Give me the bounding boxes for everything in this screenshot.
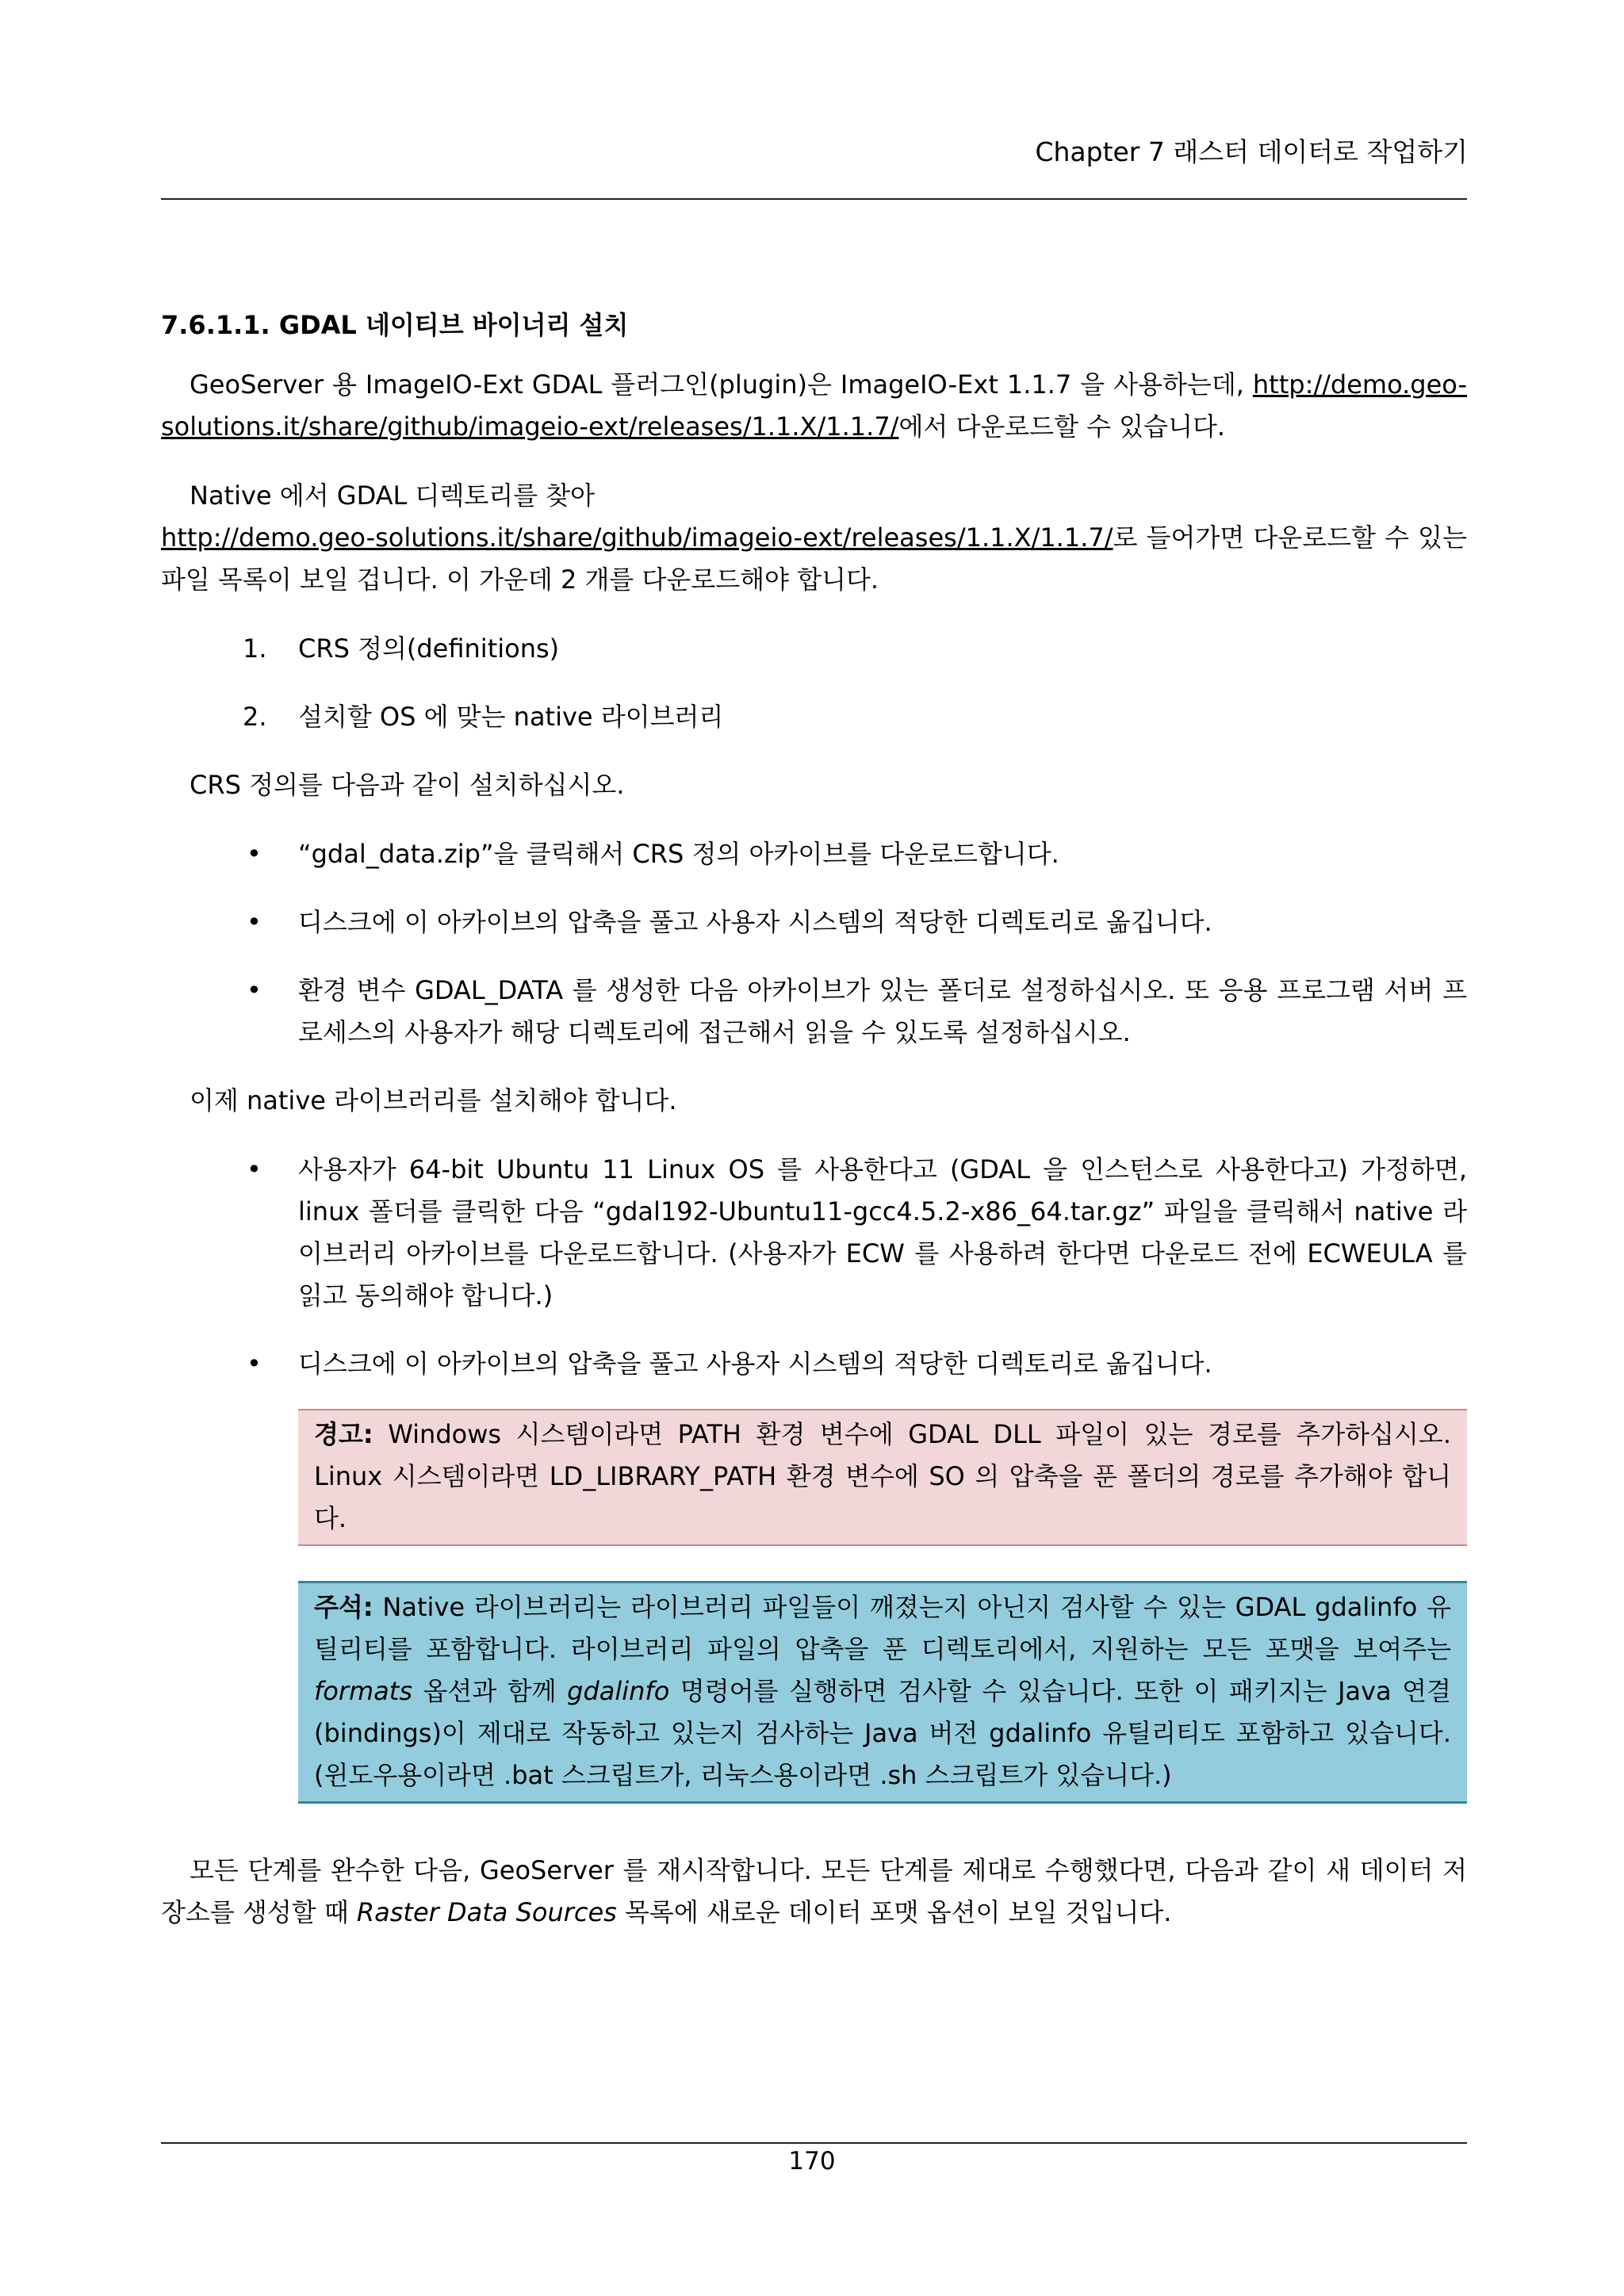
list-item — [161, 833, 1467, 875]
bullet-list-native — [161, 1149, 1467, 1385]
note-box — [298, 1581, 1467, 1804]
bullet-icon: • — [247, 907, 262, 937]
section-heading: 7.6.1.1. GDAL 네이티브 바이너리 설치 — [161, 310, 629, 340]
list-item-text: 디스크에 이 아카이브의 압축을 풀고 사용자 시스템의 적당한 디렉토리로 옮깁니다. — [298, 907, 1212, 937]
paragraph-text: GeoServer 용 ImageIO-Ext GDAL 플러그인(plugin)은 ImageIO-Ext 1.1.7 을 사용하는데, — [190, 369, 1253, 400]
list-item-text: CRS 정의(definitions) — [298, 633, 560, 664]
paragraph-text: 에서 다운로드할 수 있습니다. — [898, 411, 1226, 442]
list-item-text: “gdal_data.zip”을 클릭해서 CRS 정의 아카이브를 다운로드합니다. — [298, 839, 1059, 869]
numbered-list — [161, 628, 1467, 738]
note-emphasis: gdalinfo — [567, 1676, 670, 1706]
paragraph-native — [161, 475, 1467, 601]
list-item — [161, 696, 1467, 738]
bullet-icon: • — [247, 975, 262, 1005]
paragraph-text: 모든 단계를 완수한 다음, GeoServer 를 재시작합니다. 모든 단계를 제대로 수행했다면, 다음과 같이 새 데이터 저장소를 생성할 때 — [161, 1855, 1467, 1927]
list-item — [161, 1343, 1467, 1385]
paragraph-text: 목록에 새로운 데이터 포맷 옵션이 보일 것입니다. — [616, 1897, 1172, 1927]
warning-label: 경고: — [314, 1419, 373, 1449]
note-emphasis: formats — [314, 1676, 412, 1706]
bullet-icon: • — [247, 1349, 262, 1379]
note-text: 옵션과 함께 — [412, 1676, 568, 1706]
note-text: Native 라이브러리는 라이브러리 파일들이 깨졌는지 아닌지 검사할 수 있는 GDAL gdalinfo 유틸리티를 포함합니다. 라이브러리 파일의 압축을 푼 디렉토리에서, 지원하는 모든 포맷을 보여주는 — [314, 1592, 1451, 1664]
bullet-icon: • — [247, 1154, 262, 1184]
paragraph-emphasis: Raster Data Sources — [356, 1897, 617, 1927]
paragraph-restart — [161, 1850, 1467, 1934]
bullet-icon: • — [247, 839, 262, 869]
page-content — [161, 304, 1467, 1961]
page-number: 170 — [788, 2147, 836, 2175]
list-item — [161, 628, 1467, 670]
paragraph-crs: CRS 정의를 다음과 같이 설치하십시오. — [190, 770, 625, 800]
paragraph-text: Native 에서 GDAL 디렉토리를 찾아 — [190, 480, 596, 511]
list-item-text: 사용자가 64-bit Ubuntu 11 Linux OS 를 사용한다고 (GDAL 을 인스턴스로 사용한다고) 가정하면, linux 폴더를 클릭한 다음 “gdal192-Ubuntu11-gcc4.5.2-x86_64.tar.gz” 파일을 클릭해서 native 라이브러리 아카이브를 다운로드합니다. (사용자가 ECW 를 사용하려 한다면 다운로드 전에 ECWEULA 를 읽고 동의해야 합니다.) — [298, 1154, 1467, 1311]
paragraph-intro — [161, 364, 1467, 448]
list-item-text: 환경 변수 GDAL_DATA 를 생성한 다음 아카이브가 있는 폴더로 설정하십시오. 또 응용 프로그램 서버 프로세스의 사용자가 해당 디렉토리에 접근해서 읽을 수 있도록 설정하십시오. — [298, 975, 1467, 1047]
note-label: 주석: — [314, 1592, 373, 1622]
list-number: 1. — [243, 633, 267, 664]
bullet-list-crs — [161, 833, 1467, 1054]
native-download-link[interactable]: http://demo.geo-solutions.it/share/github/imageio-ext/releases/1.1.X/1.1.7/ — [161, 522, 1113, 553]
list-item — [161, 901, 1467, 943]
list-number: 2. — [243, 702, 267, 732]
note-text: 명령어를 실행하면 검사할 수 있습니다. 또한 이 패키지는 Java 연결(bindings)이 제대로 작동하고 있는지 검사하는 Java 버전 gdalinfo 유틸리티도 포함하고 있습니다. (윈도우용이라면 .bat 스크립트가, 리눅스용이라면 .sh 스크립트가 있습니다.) — [314, 1676, 1452, 1790]
list-item — [161, 970, 1467, 1054]
list-item-text: 설치할 OS 에 맞는 native 라이브러리 — [298, 702, 724, 732]
warning-box — [298, 1409, 1467, 1546]
running-header: Chapter 7 래스터 데이터로 작업하기 — [1035, 136, 1468, 167]
download-link[interactable]: http://demo.geo-solutions.it/share/github/imageio-ext/releases/1.1.X/1.1.7/ — [161, 369, 1467, 442]
paragraph-native-install: 이제 native 라이브러리를 설치해야 합니다. — [190, 1085, 677, 1115]
list-item — [161, 1149, 1467, 1317]
header-rule — [161, 198, 1467, 200]
paragraph-text: 로 들어가면 다운로드할 수 있는 파일 목록이 보일 겁니다. 이 가운데 2 개를 다운로드해야 합니다. — [161, 522, 1467, 595]
list-item-text: 디스크에 이 아카이브의 압축을 풀고 사용자 시스템의 적당한 디렉토리로 옮깁니다. — [298, 1349, 1212, 1379]
warning-text: Windows 시스템이라면 PATH 환경 변수에 GDAL DLL 파일이 있는 경로를 추가하십시오. Linux 시스템이라면 LD_LIBRARY_PATH 환경 변수에 SO 의 압축을 푼 폴더의 경로를 추가해야 합니다. — [314, 1419, 1451, 1533]
